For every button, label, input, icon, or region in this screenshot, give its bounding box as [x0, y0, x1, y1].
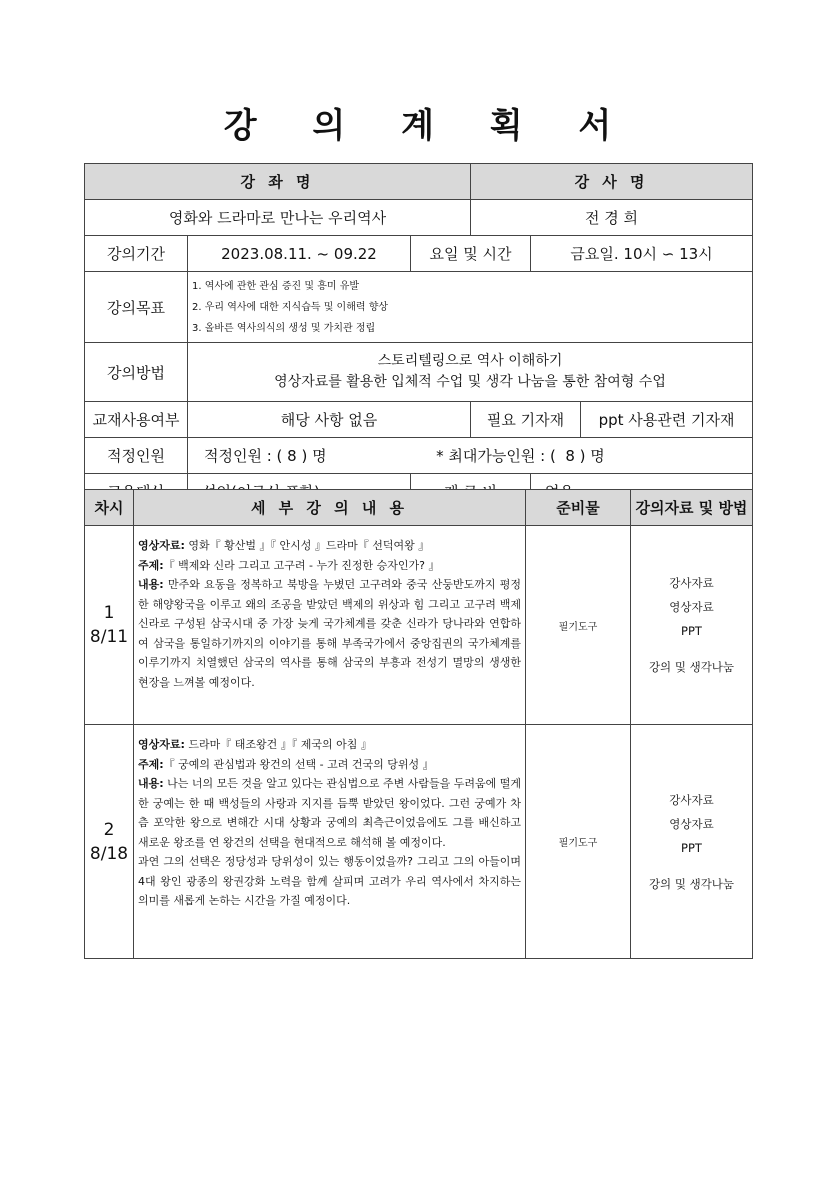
session-content — [134, 526, 526, 725]
textbook-value: 해당 사항 없음 — [188, 402, 471, 438]
session-number: 1 — [103, 603, 115, 623]
session-date: 8/18 — [89, 843, 129, 864]
material-item: 강사자료 — [669, 792, 714, 807]
sessions-table — [84, 489, 753, 959]
media-label: 영상자료: — [138, 539, 185, 552]
materials-list — [631, 526, 753, 725]
topic-text: 『 백제와 신라 그리고 고구려 - 누가 진정한 승자인가? 』 — [163, 558, 440, 572]
session-date: 8/11 — [89, 627, 129, 647]
table-row — [85, 725, 753, 959]
material-item: 강의 및 생각나눔 — [648, 876, 735, 891]
content-label: 내용: — [138, 578, 164, 591]
schedule-label: 요일 및 시간 — [411, 236, 531, 272]
instructor-name: 전 경 희 — [471, 200, 753, 236]
session-number-cell — [85, 526, 134, 725]
course-overview-table — [84, 163, 753, 510]
equipment-label: 필요 기자재 — [471, 402, 581, 438]
equipment-value: ppt 사용관련 기자재 — [581, 402, 753, 438]
content-label: 내용: — [138, 777, 164, 790]
session-number: 2 — [103, 819, 115, 840]
max-capacity-value: * 최대가능인원 : ( 8 ) 명 — [436, 447, 605, 465]
media-text: 영화『 황산벌 』『 안시성 』드라마『 선덕여왕 』 — [184, 539, 430, 552]
course-name-header: 강 좌 명 — [85, 164, 471, 200]
media-text: 드라마『 태조왕건 』『 제국의 아침 』 — [184, 738, 372, 751]
session-content — [134, 725, 526, 959]
method-label: 강의방법 — [85, 343, 188, 402]
materials-header: 강의자료 및 방법 — [631, 490, 753, 526]
schedule-value: 금요일. 10시 ∽ 13시 — [531, 236, 753, 272]
capacity-value: 적정인원 : ( 8 ) 명 — [204, 447, 327, 465]
material-item: 영상자료 — [669, 816, 714, 831]
topic-label: 주제: — [138, 558, 164, 572]
method-item: 영상자료를 활용한 입체적 수업 및 생각 나눔을 통한 참여형 수업 — [274, 374, 666, 390]
period-label: 강의기간 — [85, 236, 188, 272]
goal-item: 3. 올바른 역사의식의 생성 및 가치관 정립 — [192, 322, 376, 334]
goal-item: 2. 우리 역사에 대한 지식습득 및 이해력 향상 — [192, 301, 389, 313]
material-item: PPT — [681, 840, 702, 855]
content-extra: 과연 그의 선택은 정당성과 당위성이 있는 행동이었을까? 그리고 그의 아들이며 4대 왕인 광종의 왕권강화 노력을 함께 살피며 고려가 우리 역사에서 차지하는 의미를 새롭게 논하는 시간을 가질 예정이다. — [138, 855, 521, 907]
textbook-label: 교재사용여부 — [85, 402, 188, 438]
preparation-value: 필기도구 — [526, 526, 631, 725]
session-number-cell — [85, 725, 134, 959]
method-item: 스토리텔링으로 역사 이해하기 — [377, 353, 563, 369]
preparation-value: 필기도구 — [526, 725, 631, 959]
material-item: PPT — [681, 624, 702, 638]
content-text: 만주와 요동을 정복하고 북방을 누볐던 고구려와 중국 산둥반도까지 평정한 해양왕국을 이루고 왜의 조공을 받았던 백제의 위상과 힘 그리고 고구려 백제 신라로 구성된 삼국시대 중 가장 늦게 국가체계를 갖춘 신라가 당나라와 연합하여 삼국을 통일하기까지의 이야기를 통해 부족국가에서 중앙집권의 국가체계를 이루기까지 치열했던 삼국의 역사를 통해 삼국의 부흥과 전성기 멸망의 생생한 현장을 느껴볼 예정이다. — [138, 578, 521, 689]
goals-list — [188, 272, 753, 343]
table-row — [85, 526, 753, 725]
preparation-header: 준비물 — [526, 490, 631, 526]
materials-list — [631, 725, 753, 959]
capacity-cell — [188, 438, 753, 474]
topic-text: 『 궁예의 관심법과 왕건의 선택 - 고려 건국의 당위성 』 — [163, 757, 434, 771]
topic-label: 주제: — [138, 757, 164, 771]
content-header: 세 부 강 의 내 용 — [134, 490, 526, 526]
session-header: 차시 — [85, 490, 134, 526]
instructor-header: 강 사 명 — [471, 164, 753, 200]
material-item: 영상자료 — [669, 600, 714, 614]
material-item: 강의 및 생각나눔 — [648, 660, 735, 674]
method-list — [188, 343, 753, 402]
content-text: 나는 너의 모든 것을 알고 있다는 관심법으로 주변 사람들을 두려움에 떨게 한 궁예는 한 때 백성들의 사랑과 지지를 듬뿍 받았던 왕이었다. 그런 궁예가 차츰 포악한 왕으로 변해간 시대 상황과 궁예의 최측근이었음에도 그를 배신하고 새로운 왕조를 연 왕건의 선택을 현대적으로 해석해 볼 예정이다. — [138, 777, 521, 849]
document-title: 강 의 계 획 서 — [223, 106, 634, 146]
media-label: 영상자료: — [138, 738, 185, 751]
capacity-label: 적정인원 — [85, 438, 188, 474]
course-name: 영화와 드라마로 만나는 우리역사 — [85, 200, 471, 236]
period-value: 2023.08.11. ~ 09.22 — [188, 236, 411, 272]
goals-label: 강의목표 — [85, 272, 188, 343]
material-item: 강사자료 — [669, 576, 714, 590]
goal-item: 1. 역사에 관한 관심 증진 및 흥미 유발 — [192, 280, 360, 292]
